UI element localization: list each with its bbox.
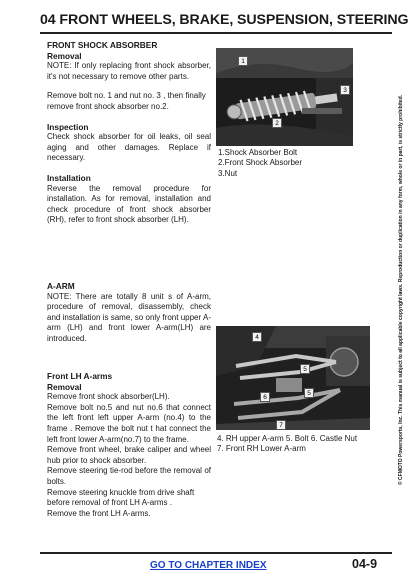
caption-line: 7. Front RH Lower A-arm	[217, 444, 306, 454]
installation-text: Reverse the removal procedure for installation. As for removal, installation and check procedure of front shock absorber (RH), refer to front shock absorber (LH).	[47, 183, 211, 225]
a-arm-photo	[216, 326, 370, 430]
copyright-notice	[394, 30, 408, 550]
callout-5: 5	[304, 388, 314, 398]
callout-4: 4	[252, 332, 262, 342]
shock-removal-step: Remove bolt no. 1 and nut no. 3 , then finally remove front shock absorber no.2.	[47, 91, 206, 111]
footer-divider	[40, 552, 392, 554]
lh-arms-section	[47, 371, 211, 519]
lh-step: Remove the front LH A-arms.	[47, 508, 151, 518]
callout-3: 3	[340, 85, 350, 95]
callout-7: 7	[276, 420, 286, 430]
lh-step: Remove bolt no.5 and nut no.6 that connect the left front left upper A-arm (no.4) to the frame . Remove the bolt nut t hat connect the left front lower A-arm(no.7) to the frame.	[47, 402, 211, 444]
aarm-section	[47, 281, 211, 345]
header-divider	[40, 32, 392, 34]
copyright-text: © CFMOTO Powersports, Inc. This manual is subject to all applicable copyright laws. Reproduction or duplication in any form, whole or in part, is strictly prohibited.	[398, 94, 404, 486]
aarm-heading: A-ARM	[47, 281, 75, 291]
inspection-heading: Inspection	[47, 121, 89, 132]
page-title: 04 FRONT WHEELS, BRAKE, SUSPENSION, STEERING	[40, 12, 409, 28]
caption-line: 4. RH upper A-arm 5. Bolt 6. Castle Nut	[217, 434, 358, 443]
a-arm-illustration	[216, 326, 370, 430]
lh-step: Remove steering tie-rod before the removal of bolts.	[47, 466, 211, 486]
caption-line: 1.Shock Absorber Bolt	[218, 148, 298, 157]
callout-2: 2	[272, 118, 282, 128]
figure2-caption	[217, 434, 357, 455]
chapter-index-link[interactable]: GO TO CHAPTER INDEX	[150, 560, 267, 571]
shock-removal-note: NOTE: If only replacing front shock absorber, it's not necessary to remove other parts.	[47, 61, 211, 81]
aarm-note: NOTE: There are totally 8 unit s of A-arm, procedure of removal, disassembly, check and installation is same, so only front upper A-arm (LH) and front lower A-arm(LH) are introduced.	[47, 291, 211, 343]
installation-heading: Installation	[47, 172, 91, 183]
lh-step: Remove front wheel, brake caliper and wheel hub prior to shock absorber.	[47, 445, 211, 465]
page-number: 04-9	[352, 557, 378, 571]
lh-step: Remove front shock absorber(LH).	[47, 392, 170, 402]
lh-arms-removal-heading: Removal	[47, 381, 82, 392]
shock-removal-heading: Removal	[47, 50, 82, 61]
figure1-caption	[218, 148, 302, 179]
caption-line: 3.Nut	[218, 168, 238, 178]
lh-step: Remove steering knuckle from drive shaft before removal of front LH A-arms .	[47, 487, 195, 508]
shock-section	[47, 40, 211, 226]
lh-arms-heading: Front LH A-arms	[47, 371, 113, 381]
caption-line: 2.Front Shock Absorber	[218, 158, 303, 168]
callout-6: 6	[260, 392, 270, 402]
shock-absorber-photo	[216, 48, 353, 146]
shock-heading: FRONT SHOCK ABSORBER	[47, 40, 158, 50]
shock-absorber-illustration	[216, 48, 353, 146]
callout-5: 5	[300, 364, 310, 374]
inspection-text: Check shock absorber for oil leaks, oil seal aging and other damages. Replace if necessary.	[47, 132, 211, 163]
callout-1: 1	[238, 56, 248, 66]
